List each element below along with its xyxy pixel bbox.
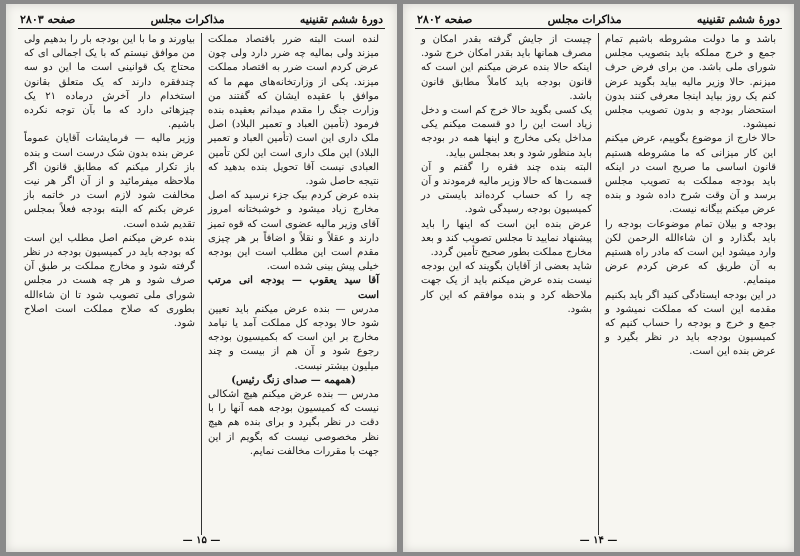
paragraph: عرض بنده این است که اینها را باید پیشنهاد نمایید تا مجلس تصویب کند و بعد مخارج مملکت بطور صحیح تأمین گردد. — [421, 218, 592, 259]
paragraph: شاید بعضی از آقایان بگویند که این بودجه نیست بنده عرض میکنم باید از یک جهت ملاحظه کرد و بنده موافقم که این کار بشود. — [421, 261, 592, 315]
right-header-page-number: صفحه ۲۸۰۲ — [417, 12, 473, 26]
paragraph: لنده است البته ضرر باقتصاد مملکت میزند ولی بمالیه چه ضرر دارد ولی چون عرض کردم است ضرر به اقتصاد مملکت میزند. یکی از وزارتخانه‌های مهم ما که موافق با عقیده ایشان که گفتند من وزارت جنگ را مقدم میدانم بعقیده بنده فرمود (تأمین العباد و تعمیر البلاد) اصل ملک داری این است (تأمین العباد و تعمیر البلاد) این ملک داری است این لکن تأمین العبادی نیست آقا تحویل بنده بدهید که نتیجه حاصل شود. — [208, 34, 379, 188]
right-page — [403, 4, 794, 552]
paragraph: یک کسی بگوید حالا خرج کم است و دخل زیاد است این را دو قسمت میکنم یکی مداخل یکی مخارج و اینها همه در بودجه باید منظور شود و بعد بمجلس بیاید. — [421, 105, 592, 159]
paragraph: بنده عرض میکنم اصل مطلب این است که بودجه باید در کمیسیون بودجه در نظر گرفته شود و مخارج مملکت بر طبق آن صرف شود و هر چه هست در مجلس شورای ملی تصویب شود تا ان شاءالله بطوری که صلاح مملکت است اصلاح شود. — [24, 232, 195, 330]
left-page-footer: — ۱۵ — — [182, 535, 221, 546]
right-header-title: مذاکرات مجلس — [547, 12, 622, 26]
right-page-columns — [415, 33, 782, 535]
left-header-page-number: صفحه ۲۸۰۳ — [20, 12, 76, 26]
paragraph: مدرس — بنده عرض میکنم باید تعیین شود حالا بودجه کل مملکت آمد یا نیامد مخارج بر این است که بکمیسیون بودجه رجوع شود و آن هم از بیست و چند میلیون بیشتر نیست. — [208, 303, 379, 372]
left-header-title: مذاکرات مجلس — [150, 12, 225, 26]
left-page-header — [18, 10, 385, 29]
left-page-right-column — [202, 33, 385, 535]
paragraph: بنده عرض کردم بیک جزء نرسید که اصل مخارج زیاد میشود و خوشبختانه امروز آقای وزیر مالیه عضوی است که قوه تمیز دارند و عقلاً و نقلاً و اضافاً بر هر چیزی مقدم است این مطلب است این بودجه خیلی پیش بینی شده است. — [208, 190, 379, 273]
paragraph: چیست از جایش گرفته بقدر امکان و مصرف همانها باید بقدر امکان خرج شود. اینکه حالا بنده عرض میکنم این است که قانون بودجه باید کاملاً مطابق قانون باشد. — [421, 34, 592, 102]
stage-direction: (همهمه — صدای زنگ رئیس) — [231, 374, 356, 386]
paragraph: مدرس — بنده عرض میکنم هیچ اشکالی نیست که کمیسیون بودجه همه آنها را با دقت در نظر بگیرد و برای بنده هم هیچ نظر مخصوصی نیست که بگویم از این جهت با مقررات مخالفت نمایم. — [208, 389, 379, 457]
right-header-session: دورهٔ ششم تقنینیه — [696, 12, 780, 26]
right-page-left-column — [415, 33, 599, 535]
paragraph: باشد و ما دولت مشروطه باشیم تمام جمع و خرج مملکه باید بتصویب مجلس شورای ملی باشد. من برای فرض حرف میزنم. حالا وزیر مالیه بیاید بگوید عرض کنم یک روز بیاید اینجا معرفی کنند بدون استحضار بودجه و بدون تصویب مجلس نمیشود. — [605, 34, 776, 131]
paragraph: وزیر مالیه — فرمایشات آقایان عموماً عرض بنده بدون شک درست است و بنده باز تکرار میکنم که مطابق قانون اگر ملاحظه میفرمائید و از آن اگر هر نیت مخالفت شود لازم است در خاتمه باز عرض بکنم که البته بودجه فعلاً بمجلس تقدیم شده است. — [24, 133, 195, 230]
right-page-header — [415, 10, 782, 29]
left-header-session: دورهٔ ششم تقنینیه — [299, 12, 383, 26]
left-page-columns — [18, 33, 385, 535]
right-page-footer: — ۱۴ — — [579, 535, 618, 546]
paragraph: حالا خارج از موضوع بگوییم، عرض میکنم این کار میزانی که ما مشروطه هستیم قانون اساسی ما صریح است در اینکه باید بودجه مملکت به تصویب مجلس برسد و آن وقت شرح داده شود و بنده عرض میکنم بیگانه نیست. — [605, 133, 776, 216]
right-page-right-column — [599, 33, 782, 535]
paragraph: بیاورند و ما با این بودجه بار را بدهیم ولی من موافق نیستم که با یک اجمالی ای که محتاج یک قوانینی است ما این دو سه چندفقره دارند که یک متعلق بقانون استخدام دار آخرش درماده ۲۱ یک چیزهائی دارد که ما بآن توجه نکرده باشیم. — [24, 34, 195, 131]
speaker-line: آقا سید یعقوب — بودجه انی مرتب است — [208, 275, 379, 301]
document-spread — [6, 4, 794, 552]
paragraph: بودجه و بیلان تمام موضوعات بودجه را باید بگذارد و ان شاءالله الرحمن لکن وارد میشود این است که مادر راه هستیم به آن طریق که عرض کردم عرض مینمایم. — [605, 218, 776, 287]
left-page — [6, 4, 397, 552]
paragraph: البته بنده چند فقره را گفتم و آن قسمت‌ها که حالا وزیر مالیه فرمودند و آن چه را که حساب کرده‌اند بایستی در کمیسیون بودجه رسیدگی شود. — [421, 161, 592, 216]
paragraph: در این بودجه ایستادگی کنید اگر باید بکنیم مقدمه این است که مملکت نمیشود و جمع و خرج و بودجه را حساب کنیم که کمیسیون بودجه باید در نظر بگیرد و عرض بنده این است. — [605, 289, 776, 358]
left-page-left-column — [18, 33, 202, 535]
